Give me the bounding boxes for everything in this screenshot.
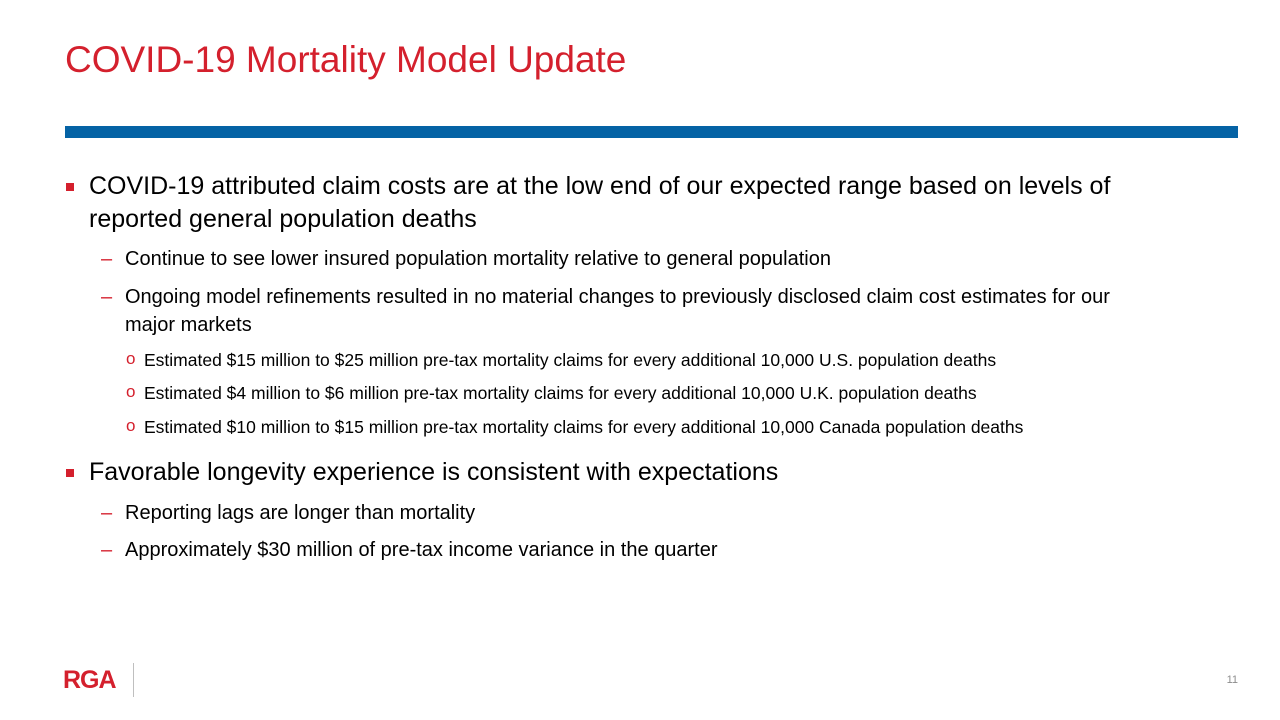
footer-divider [133,663,134,697]
sub-sub-bullet-item [126,415,1244,439]
sub-bullet-text: Ongoing model refinements resulted in no material changes to previously disclosed claim cost estimates for our major markets [125,286,1110,336]
dash-marker: – [101,248,113,270]
dash-marker: – [101,286,113,308]
circle-marker: o [126,382,136,401]
sub-bullet-item [101,536,1165,564]
sub-bullet-item [101,499,1165,527]
square-bullet-icon [66,469,74,477]
sub-bullet-text: Reporting lags are longer than mortality [125,502,476,524]
circle-marker: o [126,416,136,435]
dash-marker: – [101,502,113,524]
bullet-item [89,170,1209,236]
bullet-text: Favorable longevity experience is consistent with expectations [89,458,779,486]
sub-bullet-item [101,283,1165,339]
title-divider-bar [65,126,1238,138]
sub-sub-bullet-item [126,348,1244,372]
sub-sub-bullet-item [126,381,1244,405]
sub-sub-bullet-text: Estimated $4 million to $6 million pre-tax mortality claims for every additional 10,000 U.K. population deaths [144,383,977,403]
bullet-text: COVID-19 attributed claim costs are at the low end of our expected range based on levels of reported general population deaths [89,172,1111,233]
bullet-item [89,456,1209,489]
page-number: 11 [1226,674,1238,686]
slide-title: COVID-19 Mortality Model Update [65,39,627,80]
dash-marker: – [101,539,113,561]
square-bullet-icon [66,183,74,191]
sub-sub-bullet-text: Estimated $15 million to $25 million pre-tax mortality claims for every additional 10,000 U.S. population deaths [144,350,997,370]
rga-logo: RGA [63,666,116,694]
circle-marker: o [126,349,136,368]
sub-bullet-text: Approximately $30 million of pre-tax income variance in the quarter [125,539,718,561]
sub-bullet-text: Continue to see lower insured population mortality relative to general population [125,248,831,270]
sub-sub-bullet-text: Estimated $10 million to $15 million pre-tax mortality claims for every additional 10,000 Canada population deaths [144,417,1024,437]
sub-bullet-item [101,245,1165,273]
